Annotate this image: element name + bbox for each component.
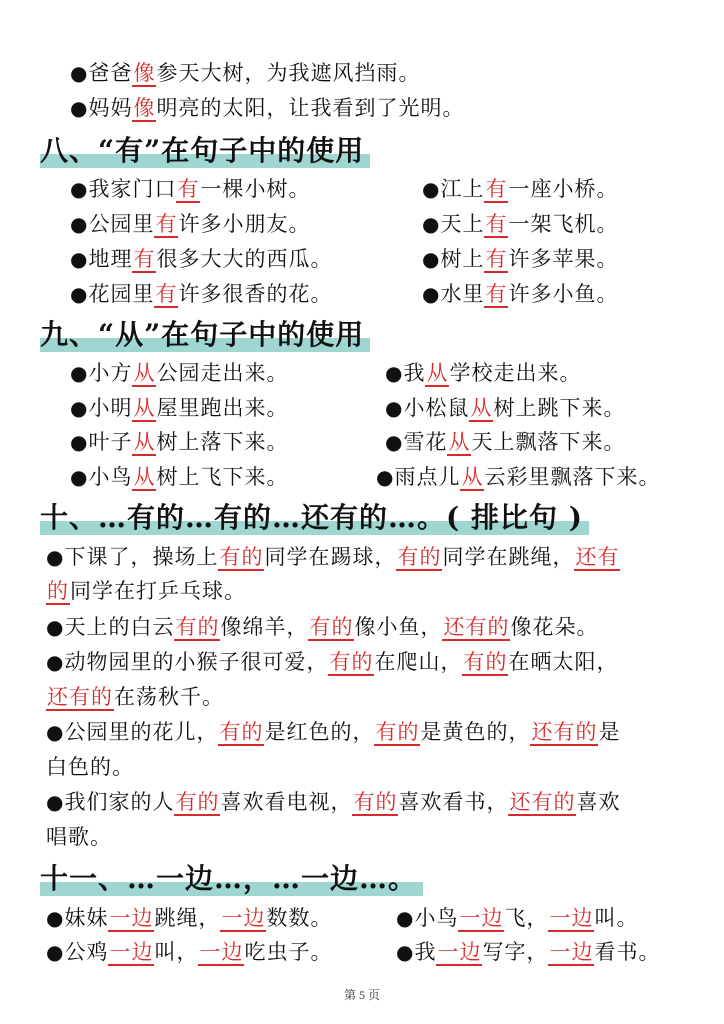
sentence-line: ●小明从屋里跑出来。 [70,396,289,420]
keyword: 一边 [437,940,482,964]
keyword: 有的 [219,720,264,744]
keyword: 从 [426,361,449,385]
keyword: 有的 [397,545,442,569]
keyword: 有的 [353,790,398,814]
sentence-line: ●叶子从树上落下来。 [70,430,289,454]
keyword: 有 [485,177,508,201]
keyword: 从 [133,465,156,489]
sentence-line: ●树上有许多苹果。 [422,247,619,271]
keyword: 像 [133,61,156,85]
keyword: 还有 [575,545,620,569]
page-number: 第 5 页 [343,988,380,1002]
keyword: 从 [133,430,156,454]
keyword: 一边 [549,940,594,964]
sentence-line: ●雪花从天上飘落下来。 [385,430,626,454]
sentence-line: ●天上的白云有的像绵羊，有的像小鱼，还有的像花朵。 [46,615,599,639]
keyword: 一边 [199,940,244,964]
keyword: 从 [448,430,471,454]
keyword: 还有的 [509,790,576,814]
keyword: 有 [177,177,200,201]
section-heading: 十一、…一边…，…一边…。 [40,862,417,896]
sentence-line: ●我从学校走出来。 [385,361,582,385]
keyword: 一边 [109,940,154,964]
sentence-line: 白色的。 [46,755,134,779]
sentence-line: ●小鸟一边飞，一边叫。 [396,906,639,930]
sentence-line: ●下课了，操场上有的同学在踢球，有的同学在跳绳，还有 [46,545,620,569]
sentence-line: ●动物园里的小猴子很可爱，有的在爬山，有的在晒太阳， [46,650,619,674]
keyword: 还有的 [47,685,113,709]
keyword: 的 [47,579,69,603]
sentence-line: ●小松鼠从树上跳下来。 [385,396,626,420]
keyword: 从 [470,396,493,420]
sentence-line: ●雨点儿从云彩里飘落下来。 [376,465,661,489]
keyword: 还有的 [531,720,598,744]
sentence-line: ●爸爸像参天大树，为我遮风挡雨。 [70,61,421,85]
sentence-line: ●我一边写字，一边看书。 [396,940,661,964]
keyword: 有的 [175,615,220,639]
keyword: 一边 [549,906,594,930]
keyword: 一边 [459,906,504,930]
section-heading: 九、“从”在句子中的使用 [40,318,364,352]
keyword: 还有的 [443,615,510,639]
sentence-line: ●天上有一架飞机。 [422,212,619,236]
sentence-line: ●妹妹一边跳绳，一边数数。 [46,906,333,930]
sentence-line: ●公鸡一边叫，一边吃虫子。 [46,940,333,964]
keyword: 有的 [463,650,508,674]
sentence-line: ●花园里有许多很香的花。 [70,282,333,306]
sentence-line: 还有的在荡秋千。 [47,685,224,709]
keyword: 从 [461,465,484,489]
keyword: 像 [133,96,156,120]
keyword: 一边 [109,906,154,930]
keyword: 有 [155,212,178,236]
keyword: 一边 [221,906,266,930]
section-heading: 八、“有”在句子中的使用 [40,134,364,168]
sentence-line: ●地理有很多大大的西瓜。 [70,247,333,271]
keyword: 有的 [329,650,374,674]
keyword: 有 [133,247,156,271]
keyword: 从 [133,361,156,385]
keyword: 有的 [219,545,264,569]
keyword: 有的 [309,615,354,639]
keyword: 有的 [375,720,420,744]
keyword: 有 [485,282,508,306]
sentence-line: ●小方从公园走出来。 [70,361,289,385]
keyword: 从 [133,396,156,420]
sentence-line: ●公园里的花儿，有的是红色的，有的是黄色的，还有的是 [46,720,621,744]
sentence-line: ●我家门口有一棵小树。 [70,177,311,201]
sentence-line: ●妈妈像明亮的太阳，让我看到了光明。 [70,96,465,120]
sentence-line: ●江上有一座小桥。 [422,177,619,201]
keyword: 有的 [175,790,220,814]
section-heading: 十、…有的…有的…还有的…。( 排比句 ) [40,501,583,535]
keyword: 有 [485,212,508,236]
sentence-line: ●小鸟从树上飞下来。 [70,465,289,489]
sentence-line: ●公园里有许多小朋友。 [70,212,311,236]
keyword: 有 [485,247,508,271]
sentence-line: 的同学在打乒乓球。 [47,579,246,603]
keyword: 有 [155,282,178,306]
sentence-line: ●我们家的人有的喜欢看电视，有的喜欢看书，还有的喜欢 [46,790,621,814]
sentence-line: ●水里有许多小鱼。 [422,282,619,306]
sentence-line: 唱歌。 [46,825,112,849]
